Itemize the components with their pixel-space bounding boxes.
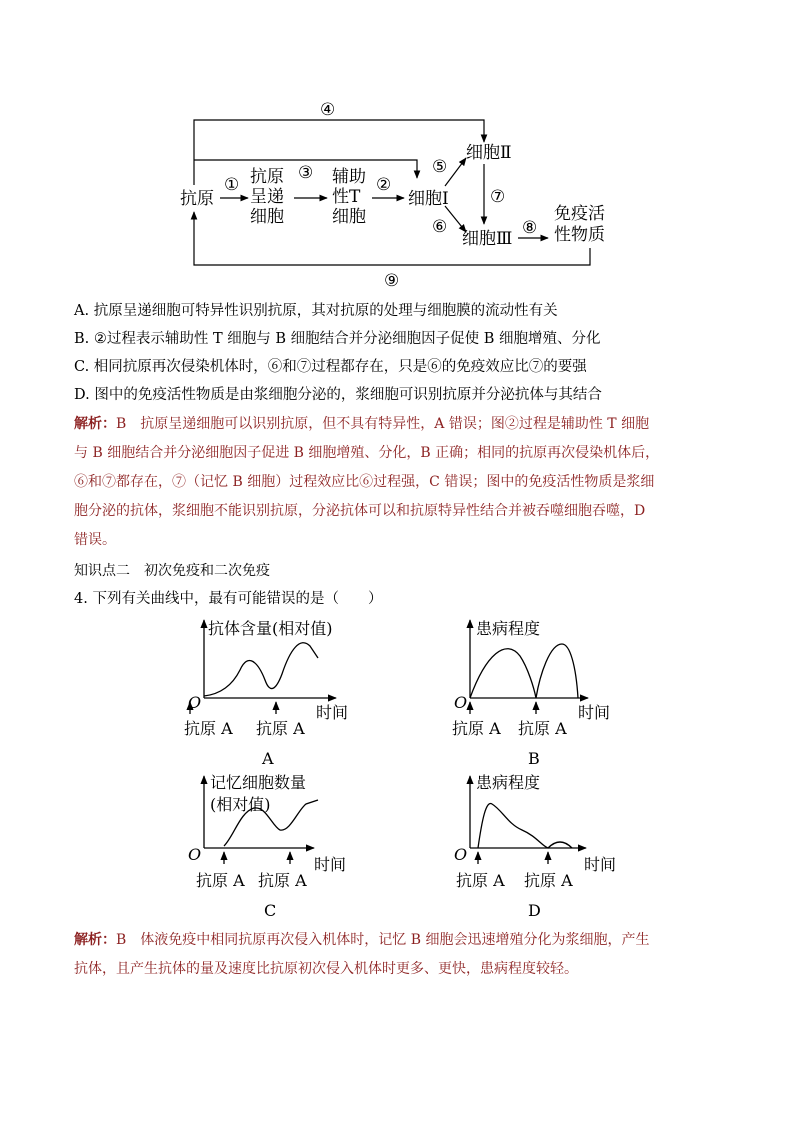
chart-d-xlabel: 时间 bbox=[584, 855, 617, 874]
chart-a-curve bbox=[204, 643, 318, 696]
q3-answer-line3: ⑥和⑦都存在，⑦（记忆 B 细胞）过程效应比⑥过程强，C 错误；图中的免疫活性物质是浆细 bbox=[74, 474, 655, 490]
chart-a-mark1-label: 抗原 A bbox=[184, 719, 233, 738]
answer-label: 解析： bbox=[74, 932, 116, 948]
chart-a-origin: O bbox=[188, 693, 202, 712]
chart-c bbox=[184, 770, 384, 922]
chart-d-mark1-label: 抗原 A bbox=[456, 871, 505, 890]
node-th-line1: 辅助 bbox=[332, 167, 366, 187]
chart-b-mark1-label: 抗原 A bbox=[452, 719, 501, 738]
chart-b-origin: O bbox=[454, 693, 468, 712]
chart-b-mark2-label: 抗原 A bbox=[518, 719, 567, 738]
node-cell3: 细胞Ⅲ bbox=[462, 229, 513, 249]
chart-a bbox=[178, 614, 378, 774]
chart-a-mark2-label: 抗原 A bbox=[256, 719, 305, 738]
node-apc-line3: 细胞 bbox=[250, 207, 284, 227]
chart-c-xlabel: 时间 bbox=[314, 855, 347, 874]
step-4: ④ bbox=[320, 100, 336, 120]
chart-d-origin: O bbox=[454, 845, 468, 864]
step-5: ⑤ bbox=[432, 157, 448, 177]
chart-d-caption: D bbox=[528, 901, 541, 920]
chart-b-xlabel: 时间 bbox=[578, 703, 611, 722]
node-th-line3: 细胞 bbox=[332, 207, 366, 227]
chart-a-xlabel: 时间 bbox=[316, 703, 349, 722]
option-a: A. 抗原呈递细胞可特异性识别抗原，其对抗原的处理与细胞膜的流动性有关 bbox=[74, 303, 558, 319]
q3-answer-line4: 胞分泌的抗体，浆细胞不能识别抗原，分泌抗体可以和抗原特异性结合并被吞噬细胞吞噬，D bbox=[74, 503, 646, 519]
node-apc-line2: 呈递 bbox=[250, 187, 284, 207]
node-th-line2: 性T bbox=[332, 187, 361, 207]
q3-answer-line1: 解析：B 抗原呈递细胞可以识别抗原，但不具有特异性，A 错误；图②过程是辅助性 T 细胞 bbox=[74, 416, 650, 432]
chart-c-ylabel-line2: (相对值) bbox=[210, 795, 271, 814]
chart-d-ylabel: 患病程度 bbox=[476, 773, 541, 792]
step-8: ⑧ bbox=[522, 218, 538, 238]
node-immune-line2: 性物质 bbox=[554, 225, 605, 245]
arrow-5 bbox=[445, 158, 466, 186]
option-c: C. 相同抗原再次侵染机体时，⑥和⑦过程都存在，只是⑥的免疫效应比⑦的要强 bbox=[74, 359, 587, 375]
step-1: ① bbox=[224, 175, 240, 195]
option-b: B. ②过程表示辅助性 T 细胞与 B 细胞结合并分泌细胞因子促使 B 细胞增殖、分化 bbox=[74, 331, 601, 347]
chart-a-caption: A bbox=[262, 749, 274, 768]
chart-c-mark1-label: 抗原 A bbox=[196, 871, 245, 890]
node-cell2: 细胞Ⅱ bbox=[466, 143, 512, 163]
option-d: D. 图中的免疫活性物质是由浆细胞分泌的，浆细胞可识别抗原并分泌抗体与其结合 bbox=[74, 387, 602, 403]
chart-c-caption: C bbox=[264, 901, 277, 920]
chart-b-caption: B bbox=[528, 749, 540, 768]
node-cell1: 细胞Ⅰ bbox=[408, 189, 449, 209]
node-apc-line1: 抗原 bbox=[250, 167, 284, 187]
chart-c-ylabel-line1: 记忆细胞数量 bbox=[210, 773, 307, 792]
immune-process-diagram bbox=[170, 92, 630, 292]
chart-b-curve bbox=[470, 644, 578, 698]
chart-c-origin: O bbox=[188, 845, 202, 864]
step-9: ⑨ bbox=[384, 271, 400, 291]
step-7: ⑦ bbox=[490, 187, 506, 207]
section-heading: 知识点二 初次免疫和二次免疫 bbox=[74, 563, 270, 579]
node-immune-line1: 免疫活 bbox=[554, 204, 605, 224]
q4-answer-line2: 抗体，且产生抗体的量及速度比抗原初次侵入机体时更多、更快，患病程度较轻。 bbox=[74, 961, 578, 977]
step-2: ② bbox=[376, 175, 392, 195]
q4-answer-line1: 解析：B 体液免疫中相同抗原再次侵入机体时，记忆 B 细胞会迅速增殖分化为浆细胞，产生 bbox=[74, 932, 650, 948]
chart-b-ylabel: 患病程度 bbox=[476, 619, 541, 638]
answer-label: 解析： bbox=[74, 416, 116, 432]
step-6: ⑥ bbox=[432, 217, 448, 237]
q3-answer-line5: 错误。 bbox=[74, 532, 116, 548]
q3-answer-line2: 与 B 细胞结合并分泌细胞因子促进 B 细胞增殖、分化，B 正确；相同的抗原再次侵染机体后， bbox=[74, 445, 660, 461]
chart-b bbox=[448, 614, 648, 774]
chart-d bbox=[448, 770, 648, 922]
chart-a-ylabel: 抗体含量(相对值) bbox=[208, 619, 333, 638]
chart-d-mark2-label: 抗原 A bbox=[524, 871, 573, 890]
chart-d-curve bbox=[478, 803, 572, 848]
q4-stem: 4. 下列有关曲线中，最有可能错误的是（ ） bbox=[74, 591, 383, 607]
node-antigen: 抗原 bbox=[180, 189, 214, 209]
step-3: ③ bbox=[298, 163, 314, 183]
chart-c-mark2-label: 抗原 A bbox=[258, 871, 307, 890]
